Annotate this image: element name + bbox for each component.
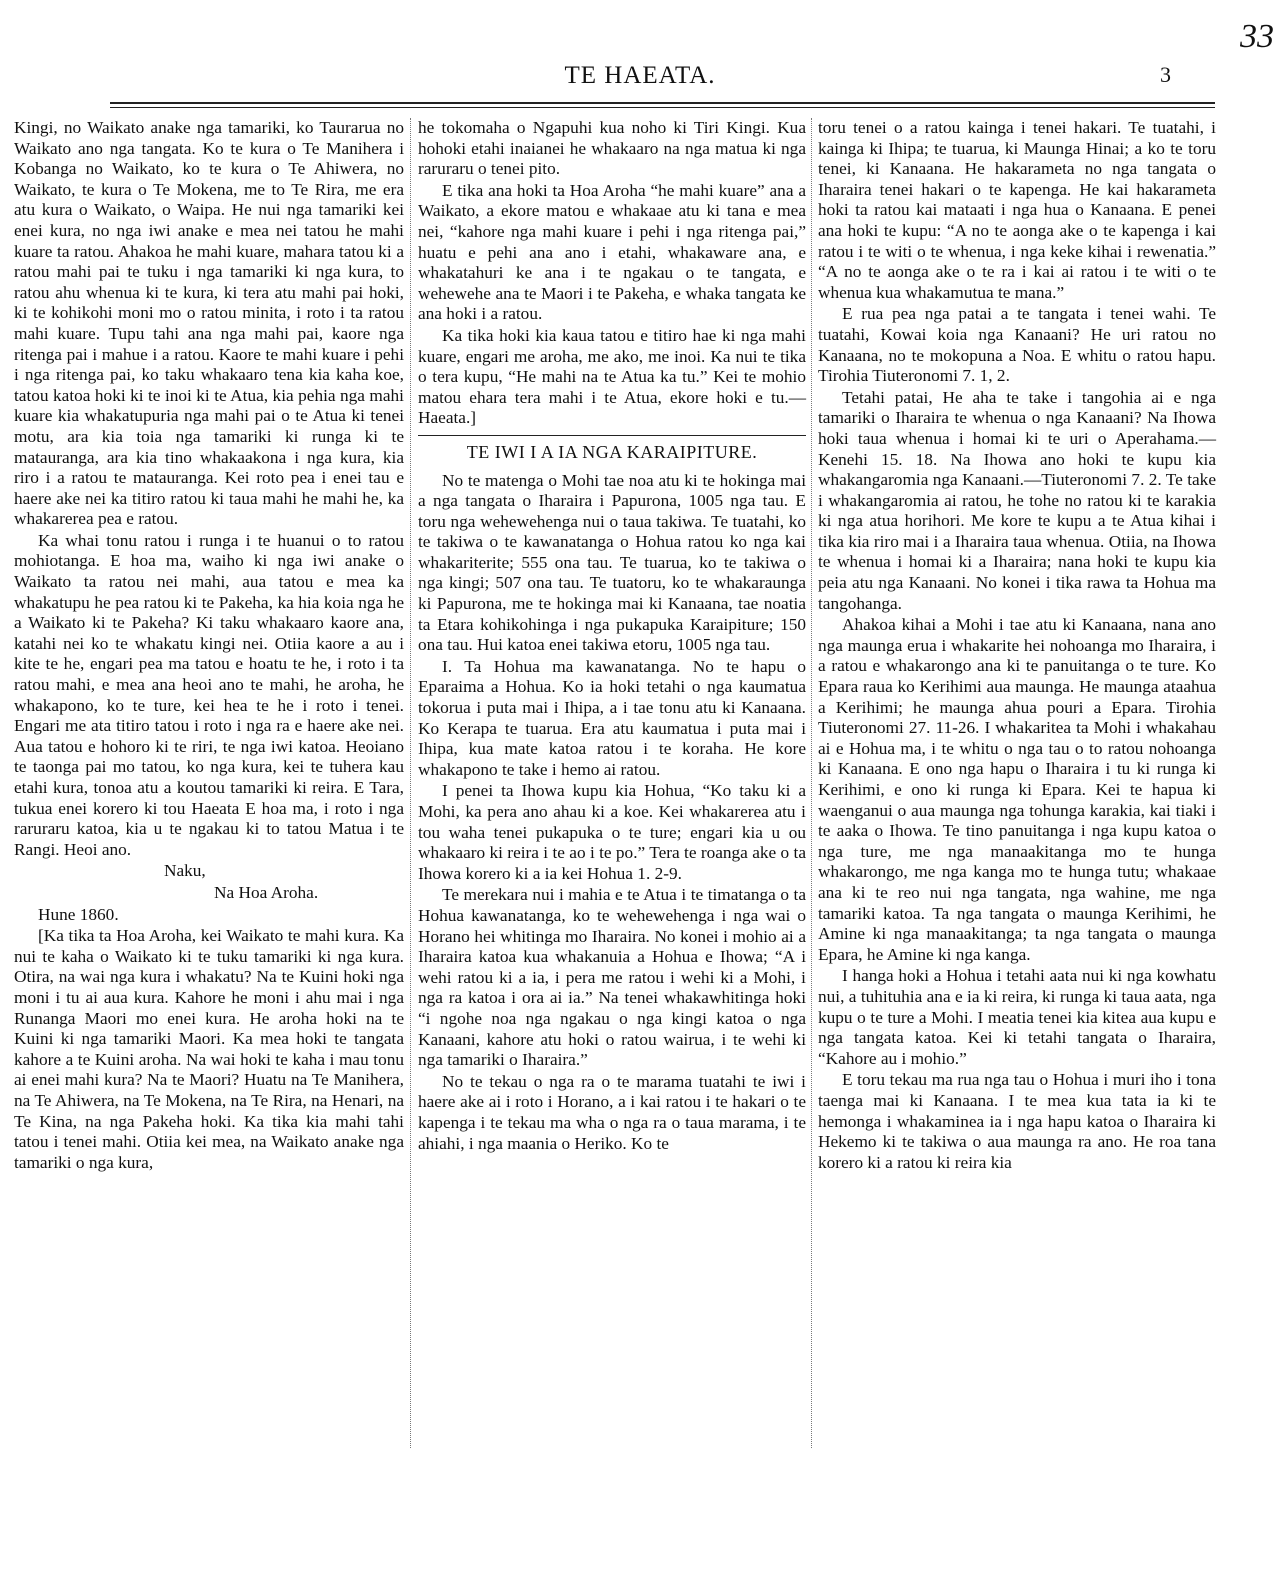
col1-paragraph-2: Ka whai tonu ratou i runga i te huanui o to ratou mohiotanga. E hoa ma, waiho ki nga iwi anake o Waikato ta ratou nei mahi, aua tatou e mea ka whakatupu he pea ratou ki te Pakeha, ka hia koia nga he a Waikato ki te Pakeha? Ki taku whakaaro kaore ana, katahi nei ko te whakatu kingi nei. Otiia kaore a au i kite te he, engari pea ma tatou e hoatu te he, i roto i ta ratou mahi, e mea ana heoi ano te mahi, he aroha, he whakapono, ko te ture, kei hea te he i roto i tenei. Engari me ata titiro tatou i roto i nga ra e haere ake nei. Aua tatou e hohoro ki te riri, te nga iwi katoa. Heoiano te taonga pai mo tatou, ko nga kura, kei te tuhera kau etahi kura, tonoa atu a koutou tamariki ki reira. E Tara, tukua enei korero ki tou Haeata E hoa ma, i roto i nga raruraru katoa, kia u te ngakau ki to tatou Matua i te Rangi. Heoi ano.	[14, 530, 404, 859]
signature-name: Na Hoa Aroha.	[214, 882, 319, 902]
col2-paragraph-8: No te tekau o nga ra o te marama tuatahi te iwi i haere ake ai i roto i Horano, a i kai ratou i te hakari o te kapenga i te tekau ma wha o nga ra o taua marama, i te ahiahi, i nga maania o Heriko. Ko te	[418, 1071, 806, 1153]
column-2	[418, 118, 806, 1155]
col3-paragraph-1: toru tenei o a ratou kainga i tenei hakari. Te tuatahi, i kainga ki Ihipa; te tuarua, ki Maunga Hinai; a ko te toru tenei, ki Kanaana. He hakarameta no nga tangata o Iharaira tenei hakari o te kapenga. He kai hakarameta hoki ta ratou kai mataati i nga hua o Kanaana. E penei ana hoki te kupu: “A no te aonga ake o te kapenga i kai ratou i te witi o te whenua, i nga keke kihai i rewenatia.” “A no te aonga ake o te ra i kai ai ratou i te witi o te whenua kua whakamutua te mana.”	[818, 118, 1216, 302]
header-rule-thick	[110, 102, 1215, 104]
col1-paragraph-1: Kingi, no Waikato anake nga tamariki, ko Taurarua no Waikato ano nga tangata. Ko te kura o Te Manihera i Kobanga no Waikato, ko te kura o Te Ahiwera, no Waikato, te kura o Te Mokena, me to Te Rira, me era atu kura o Waikato, o Waipa. He nui nga tamariki kei enei kura, no nga iwi anake e mea nei tatou he mahi kuare ta ratou. Ahakoa he mahi kuare, mahara tatou ki a ratou mahi pai te tuku i nga tamariki ki nga kura, to ratou ahu whenua ki te kura, ki tera atu mahi pai hoki, ki te kohikohi moni mo o ratou minita, i roto i ta ratou mahi kuare. Tupu tahi ana nga mahi pai, kaore nga ritenga pai i mahue i a ratou. Kaore te mahi kuare i pehi i nga ritenga pai, ko taku whakaaro tena kia kaha koe, tatou katoa hoki ki te inoi ki te Atua, kia pehia nga mahi kuare kia whakatupuria nga mahi pai o te Atua ki tenei motu, ara kia toia nga tamariki ki runga ki te matauranga, ara kia tino whakaakona i nga kura, kia riro i a ratou te matauranga. Kei roto pea i enei tau e haere ake nei ka titiro ratou ki taua mahi he mahi he, ka whakarerea pea e ratou.	[14, 118, 404, 529]
signature-naku: Naku,	[164, 861, 206, 881]
col3-paragraph-5: I hanga hoki a Hohua i tetahi aata nui ki nga kowhatu nui, a tuhituhia ana e ia ki reira, ki runga ki taua aata, nga kupu o te ture a Mohi. I meatia tenei kia kitea aua kupu e nga tangata katoa. Kei ki tetahi tangata o Iharaira, “Kahore au i mohio.”	[818, 966, 1216, 1068]
column-1	[14, 118, 404, 1174]
column-divider-right	[811, 118, 812, 1448]
folio: 3	[1160, 62, 1171, 87]
page-number: 33	[1240, 18, 1274, 55]
col3-paragraph-4: Ahakoa kihai a Mohi i tae atu ki Kanaana, nana ano nga maunga erua i whakarite hei nohoanga mo Iharaira, i a ratou e whakarongo ana ki te panuitanga o te ture. Ko Epara raua ko Kerihimi aua maunga. He maunga ataahua a Kerihimi; he maunga ahua pouri a Epara. Tirohia Tiuteronomi 27. 11-26. I whakaritea ta Mohi i whakahau ai e Hohua ma, i te whitu o nga tau o to ratou nohoanga ki Kanaana. E ono nga hapu o Iharaira i tu ki runga ki Kerihimi, e ono ki runga ki Epara. Kei te hapua ki waenganui o aua maunga nga tohunga karakia, kai tiaki i te aaka o Ihowa. Te tino panuitanga i nga kupu katoa o nga ture, me nga manaakitanga mo te hunga whakarongo, me nga kanga mo te hunga tutu; whakaae ana ki te reo nui nga tangata, nga wahine, me nga tamariki katoa. Ta nga tangata o maunga Kerihimi, he Amine ki nga manaakitanga; ta nga tangata o maunga Epara, he Amine ki nga kanga.	[818, 615, 1216, 964]
col3-paragraph-3: Tetahi patai, He aha te take i tangohia ai e nga tamariki o Iharaira te whenua o nga Kanaani? Na Ihowa hoki taua whenua i homai ki te uri o Aperahama.—Kenehi 15. 18. Na Ihowa ano hoki te kupu kia whakangaromia nga Kanaani.—Tiuteronomi 7. 2. Te take i whakangaromia ai ratou, he tohe no ratou ki te karakia ki nga atua horihori. Me kore te kupu a te Atua kihai i tika kia riro mai i a Iharaira taua whenua. Otiia, na Ihowa te whenua i homai ki a Iharaira; nana hoki te kupu kia peia atu nga Kanaani. No konei i tika rawa ta Hohua ma tangohanga.	[818, 387, 1216, 613]
letter-date: Hune 1860.	[38, 904, 119, 924]
col2-paragraph-3: Ka tika hoki kia kaua tatou e titiro hae ki nga mahi kuare, engari me aroha, me ako, me inoi. Ka nui te tika o tera kupu, “He mahi na te Atua ka tu.” Kei te mohio matou ehara tera mahi i te Atua, ekore hoki e tu.—Haeata.]	[418, 325, 806, 428]
col1-editor-note: [Ka tika ta Hoa Aroha, kei Waikato te mahi kura. Ka nui te kaha o Waikato ki te tuku tamariki ki nga kura. Otira, na wai nga kura i whakatu? Na te Kuini hoki nga moni i tu ai aua kura. Kahore he moni i ahu mai i nga Runanga Maori mo enei kura. He aroha hoki na te Kuini ki nga tamariki Maori. Ka mea hoki te tangata kahore a te Kuini aroha. Na wai hoki te kaha i mau tonu ai enei mahi kura? Na te Maori? Huatu na Te Manihera, na Te Ahiwera, na Te Mokena, na Te Rira, na Henari, na Te Kina, na nga Pakeha hoki. Ka tika kia mahi tahi tatou i tenei mahi. Otiia kei mea, na Waikato anake nga tamariki o nga kura,	[14, 926, 404, 1172]
running-title: TE HAEATA.	[564, 62, 716, 89]
col2-paragraph-6: I penei ta Ihowa kupu kia Hohua, “Ko taku ki a Mohi, ka pera ano ahau ki a koe. Kei whakarerea atu i tou waha tenei pukapuka o te ture; engari kia u ou whakaaro ki reira i te ao i te po.” Tera te roanga ake o ta Ihowa korero ki a ia kei Hohua 1. 2-9.	[418, 781, 806, 883]
col2-paragraph-7: Te merekara nui i mahia e te Atua i te timatanga o ta Hohua kawanatanga, ko te wehewehenga i nga wai o Horano hei whitinga mo Iharaira. No konei i mohio ai a Iharaira katoa kua whakanuia a Hohua e Ihowa; “A i wehi ratou ki a ia, i pera me ratou i wehi ki a Mohi, i nga ra katoa i ora ai ia.” Na tenei whakawhitinga hoki “i ngohe noa nga ngakau o nga kingi katoa o nga Kanaani, kahore atu hoki o ratou wairua, i te wehi ki nga tamariki o Iharaira.”	[418, 885, 806, 1070]
col2-paragraph-4: No te matenga o Mohi tae noa atu ki te hokinga mai a nga tangata o Iharaira i Papurona, 1005 nga tau. E toru nga wehewehenga nui o taua takiwa. Te tuatahi, ko te takiwa o te kawanatanga o Hohua ratou ko nga kai whakariterite; 555 ona tau. Te tuarua, ko te takiwa o nga kingi; 507 ona tau. Te tuatoru, ko te whakaraunga ki Papurona, me te hokinga mai ki Kanaana, tae noatia ta Etara kohikohinga i nga pukapuka Karaipiture; 150 ona tau. Hui katoa enei takiwa etoru, 1005 nga tau.	[418, 470, 806, 655]
col2-paragraph-2: E tika ana hoki ta Hoa Aroha “he mahi kuare” ana a Waikato, a ekore matou e whakaae atu ki tana e mea nei, “kahore nga mahi kuare i pehi i nga ritenga pai,” huatu e pehi ana ano i etahi, whakaware ana, e whakatahuri ke ana i te ngakau o te tangata, e wehewehe ana te Maori i te Pakeha, e whaka tangata ke ana hoki i a ratou.	[418, 180, 806, 324]
col2-paragraph-5: I. Ta Hohua ma kawanatanga. No te hapu o Eparaima a Hohua. Ko ia hoki tetahi o nga kaumatua tokorua i puta mai i Ihipa, a i tae tonu atu ki Kanaana. Ko Kerapa te tuarua. Era atu kaumatua i puta mai i Ihipa, kua mate katoa ratou i te koraha. He kore whakapono te take i hemo ai ratou.	[418, 656, 806, 779]
column-3	[818, 118, 1216, 1174]
col3-paragraph-2: E rua pea nga patai a te tangata i tenei wahi. Te tuatahi, Kowai koia nga Kanaani? He uri ratou no Kanaana, no te mokopuna a Noa. E whitu o ratou hapu. Tirohia Tiuteronomi 7. 1, 2.	[818, 304, 1216, 386]
col2-paragraph-1: he tokomaha o Ngapuhi kua noho ki Tiri Kingi. Kua hohoki etahi inaianei he whakaaro na nga matua ki nga raruraru o tenei pito.	[418, 118, 806, 179]
header-rule-thin	[110, 107, 1215, 108]
section-heading: TE IWI I A IA NGA KARAIPITURE.	[418, 435, 806, 463]
column-divider-left	[410, 118, 411, 1448]
col3-paragraph-6: E toru tekau ma rua nga tau o Hohua i muri iho i tona taenga mai ki Kanaana. I te mea kua tata ia ki te hemonga i whakaminea ia i nga hapu katoa o Iharaira ki Hekemo ki te takiwa o aua maunga ra ano. He roa tana korero ki a ratou ki reira kia	[818, 1070, 1216, 1172]
